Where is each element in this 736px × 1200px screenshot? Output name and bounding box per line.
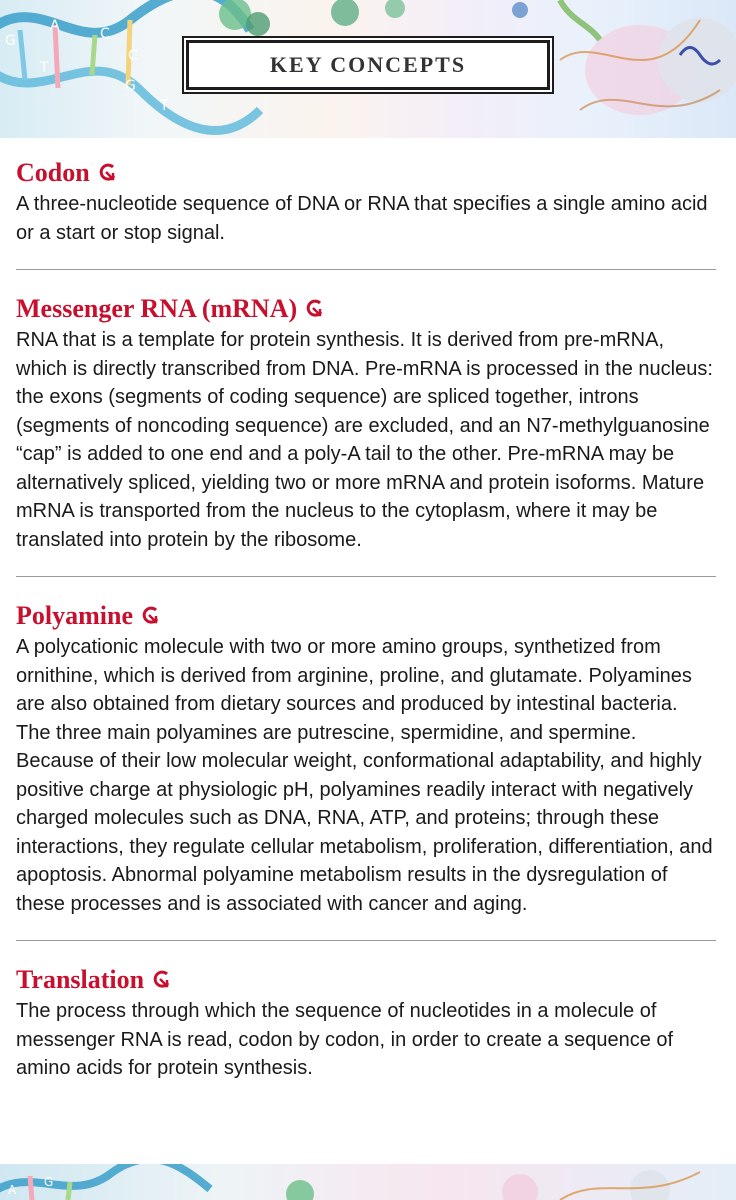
base-pair [68,1182,70,1200]
quick-take-arrow-icon[interactable] [141,606,161,626]
protein-blob [512,2,528,18]
base-pair [55,25,58,88]
helix-letter: G [125,78,136,94]
protein-blob [286,1180,314,1200]
dna-strand [0,0,250,33]
divider [16,269,716,270]
concept-entry [16,599,716,918]
protein-blob [385,0,405,18]
term-heading: Messenger RNA (mRNA) [16,294,298,323]
base-pair [30,1176,32,1200]
helix-letter: A [8,1183,17,1197]
footer-banner [0,1164,736,1200]
protein-blob [331,0,359,26]
term-heading: Polyamine [16,601,133,630]
base-pair [20,30,25,80]
concept-entry [16,156,716,247]
helix-letter: T [40,60,49,76]
helix-letter: G [44,1175,54,1189]
fiber [560,1172,700,1200]
term-heading: Codon [16,158,90,187]
title-box [186,40,550,90]
protein-blob [246,12,270,36]
helix-letter: C [100,26,110,42]
concept-entry [16,292,716,554]
helix-letter: G [5,33,16,49]
helix-letter: T [160,98,169,114]
helix-letter: C [128,48,138,64]
concept-list [16,156,716,1083]
footer-illustration [0,1164,736,1200]
header-banner [0,0,736,138]
term-definition: A polycationic molecule with two or more amino groups, synthetized from ornithine, which is derived from arginine, proline, and glutamate. Polyamines are also obtained from dietary sources and produced by intestinal bacteria. The three main polyamines are putrescine, spermidine, and spermine. Because of their low molecular weight, conformational adaptability, and highly positive charge at physiologic pH, polyamines readily interact with negatively charged molecules such as DNA, RNA, ATP, and proteins; through these interactions, they regulate cellular metabolism, proliferation, differentiation, and apoptosis. Abnormal polyamine metabolism results in the dysregulation of these processes and is associated with cancer and aging. [16,636,713,915]
helix-letter: A [50,18,60,34]
concept-entry [16,963,716,1083]
term-definition: The process through which the sequence of nucleotides in a molecule of messenger RNA is read, codon by codon, in order to create a sequence of amino acids for protein synthesis. [16,1000,674,1079]
divider [16,576,716,577]
protein-chain [560,0,600,40]
term-heading: Translation [16,965,145,994]
quick-take-arrow-icon[interactable] [305,299,325,319]
divider [16,940,716,941]
cell-blob [502,1174,538,1200]
quick-take-arrow-icon[interactable] [152,970,172,990]
page-title: KEY CONCEPTS [269,52,467,77]
quick-take-arrow-icon[interactable] [98,163,118,183]
term-definition: A three-nucleotide sequence of DNA or RNA that specifies a single amino acid or a start or stop signal. [16,193,708,244]
term-definition: RNA that is a template for protein synthesis. It is derived from pre-mRNA, which is directly transcribed from DNA. Pre-mRNA is processed in the nucleus: the exons (segments of coding sequence) are spliced together, introns (segments of noncoding sequence) are excluded, and an N7-methylguanosine “cap” is added to one end and a poly-A tail to the other. Pre-mRNA may be alternatively spliced, yielding two or more mRNA and protein isoforms. Mature mRNA is transported from the nucleus to the cytoplasm, where it may be translated into protein by the ribosome. [16,329,713,551]
base-pair [92,35,95,75]
